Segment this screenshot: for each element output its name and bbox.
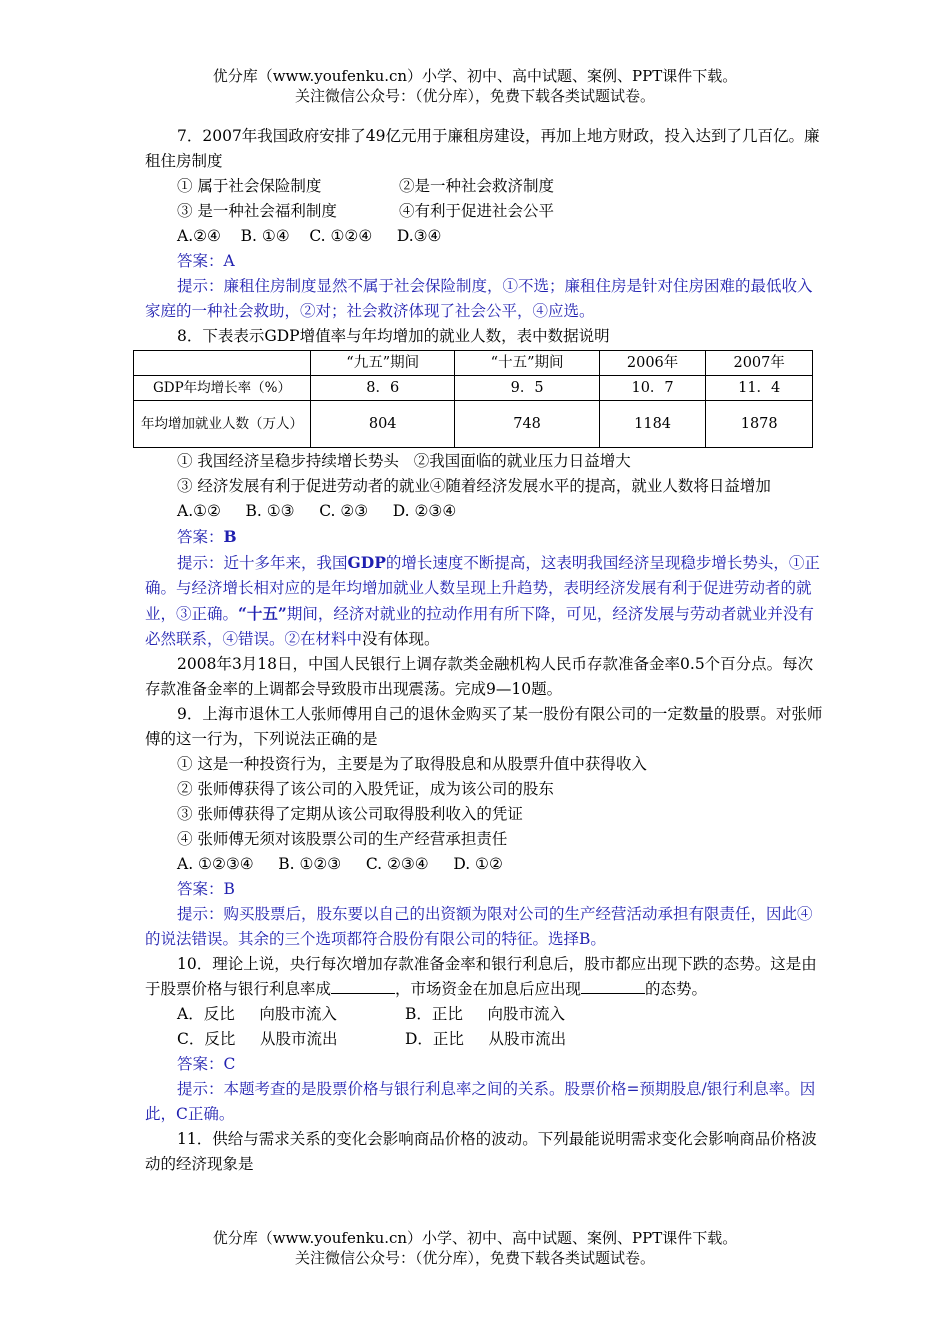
- q8-options-3-4: ③ 经济发展有利于促进劳动者的就业④随着经济发展水平的提高，就业人数将日益增加: [177, 477, 771, 495]
- header-line-2: 关注微信公众号：（优分库），免费下载各类试题试卷。: [294, 87, 655, 105]
- table-cell: 9．5: [455, 376, 599, 401]
- table-header-cell: 2007年: [706, 351, 813, 376]
- q9-hint: 提示：购买股票后，股东要以自己的出资额为限对公司的生产经营活动承担有限责任，因此④的说法错误。其余的三个选项都符合股份有限公司的特征。选择B。: [145, 905, 813, 948]
- header-line-1: 优分库（www.youfenku.cn）小学、初中、高中试题、案例、PPT课件下载。: [212, 67, 738, 85]
- table-cell: GDP年均增长率（%）: [134, 376, 311, 401]
- q9-choices: A. ①②③④ B. ①②③ C. ②③④ D. ①②: [177, 855, 503, 873]
- q8-hint-part-a: 提示：近十多年来，我国: [177, 554, 348, 572]
- table-cell: 8．6: [311, 376, 455, 401]
- q8-choices: A.①② B. ①③ C. ②③ D. ②③④: [177, 502, 457, 520]
- q7-option-1: ① 属于社会保险制度: [177, 177, 322, 195]
- table-cell: 748: [455, 401, 599, 448]
- q10-blank-1: [331, 977, 395, 994]
- q9-option-1: ① 这是一种投资行为，主要是为了取得股息和从股票升值中获得收入: [177, 755, 647, 773]
- table-header-cell: “九五”期间: [311, 351, 455, 376]
- q8-stem: 8．下表表示GDP增值率与年均增加的就业人数，表中数据说明: [177, 327, 610, 345]
- gdp-employment-table: [133, 350, 813, 448]
- table-header-cell: 2006年: [599, 351, 706, 376]
- q10-option-b: B．正比 向股市流入: [405, 1005, 566, 1023]
- table-row: [134, 401, 813, 448]
- q7-options-row-2: [145, 199, 825, 224]
- q8-answer: [145, 524, 825, 550]
- q10-options-row-2: [145, 1027, 825, 1052]
- q9-stem: 9．上海市退休工人张师傅用自己的退休金购买了某一股份有限公司的一定数量的股票。对张师傅的这一行为，下列说法正确的是: [145, 705, 823, 748]
- q8-hint-part-c: 期间，经济对就业的拉动作用有所下降，可见，经济发展与劳动者就业并没有必然联系，④错误。②在材料中: [145, 605, 814, 648]
- q10-answer: 答案：C: [177, 1055, 236, 1073]
- q7-option-2: ②是一种社会救济制度: [399, 177, 555, 195]
- q7-options-row-1: [145, 174, 825, 199]
- q9-option-3: ③ 张师傅获得了定期从该公司取得股利收入的凭证: [177, 805, 523, 823]
- table-row: [134, 376, 813, 401]
- page-footer: [0, 1228, 950, 1268]
- q8-answer-value: B: [223, 527, 237, 546]
- table-cell: 1878: [706, 401, 813, 448]
- page-header: [0, 66, 950, 106]
- q10-option-c: C．反比 从股市流出: [177, 1030, 338, 1048]
- q7-option-3: ③ 是一种社会福利制度: [177, 202, 337, 220]
- table-header-row: [134, 351, 813, 376]
- q9-option-2: ② 张师傅获得了该公司的入股凭证，成为该公司的股东: [177, 780, 554, 798]
- q8-hint: [145, 550, 825, 652]
- passage: 2008年3月18日，中国人民银行上调存款类金融机构人民币存款准备金率0.5个百分点。每次存款准备金率的上调都会导致股市出现震荡。完成9—10题。: [145, 655, 814, 698]
- q8-hint-gdp: GDP: [347, 553, 386, 572]
- q8-hint-quote: “十五”: [238, 604, 287, 623]
- table-cell: 804: [311, 401, 455, 448]
- q8-hint-part-d: 没有体现。: [362, 630, 440, 648]
- q7-stem: 7．2007年我国政府安排了49亿元用于廉租房建设，再加上地方财政，投入达到了几百亿。廉租住房制度: [145, 127, 820, 170]
- q8-options-1-2: ① 我国经济呈稳步持续增长势头 ②我国面临的就业压力日益增大: [177, 452, 631, 470]
- footer-line-2: 关注微信公众号：（优分库），免费下载各类试题试卷。: [294, 1249, 655, 1267]
- q7-option-4: ④有利于促进社会公平: [399, 202, 555, 220]
- document-body: [141, 124, 825, 1177]
- footer-line-1: 优分库（www.youfenku.cn）小学、初中、高中试题、案例、PPT课件下载。: [212, 1229, 738, 1247]
- q10-blank-2: [581, 977, 645, 994]
- q9-option-4: ④ 张师傅无须对该股票公司的生产经营承担责任: [177, 830, 508, 848]
- q7-answer: 答案：A: [177, 252, 235, 270]
- q10-stem-part-c: 的态势。: [645, 980, 708, 998]
- q10-hint: 提示：本题考查的是股票价格与银行利息率之间的关系。股票价格=预期股息/银行利息率。因此，C正确。: [145, 1080, 816, 1123]
- q10-stem-part-b: ，市场资金在加息后应出现: [395, 980, 582, 998]
- table-cell: 10．7: [599, 376, 706, 401]
- table-header-cell: “十五”期间: [455, 351, 599, 376]
- table-cell: 1184: [599, 401, 706, 448]
- q10-option-d: D．正比 从股市流出: [405, 1030, 567, 1048]
- table-cell: 11．4: [706, 376, 813, 401]
- q7-hint: 提示：廉租住房制度显然不属于社会保险制度，①不选；廉租住房是针对住房困难的最低收入家庭的一种社会救助，②对；社会救济体现了社会公平，④应选。: [145, 277, 813, 320]
- table-header-cell: [134, 351, 311, 376]
- q10-stem-part-a: 10．理论上说，央行每次增加存款准备金率和银行利息后，股市都应出现下跌的态势。这是由于股票价格与银行利息率成: [145, 955, 817, 998]
- q8-hint-part-b: 的增长速度不断提高，这表明我国经济呈现稳步增长势头，①正确。与经济增长相对应的是年均增加就业人数呈现上升趋势，表明经济发展有利于促进劳动者的就业，③正确。: [145, 554, 820, 623]
- table-cell: 年均增加就业人数（万人）: [134, 401, 311, 448]
- q10-option-a: A．反比 向股市流入: [177, 1005, 337, 1023]
- q11-stem: 11．供给与需求关系的变化会影响商品价格的波动。下列最能说明需求变化会影响商品价格波动的经济现象是: [145, 1130, 817, 1173]
- q8-answer-label: 答案：: [177, 528, 224, 546]
- q10-options-row-1: [145, 1002, 825, 1027]
- q10-stem: [145, 952, 825, 1002]
- q7-choices: A.②④ B. ①④ C. ①②④ D.③④: [177, 227, 442, 245]
- q9-answer: 答案：B: [177, 880, 235, 898]
